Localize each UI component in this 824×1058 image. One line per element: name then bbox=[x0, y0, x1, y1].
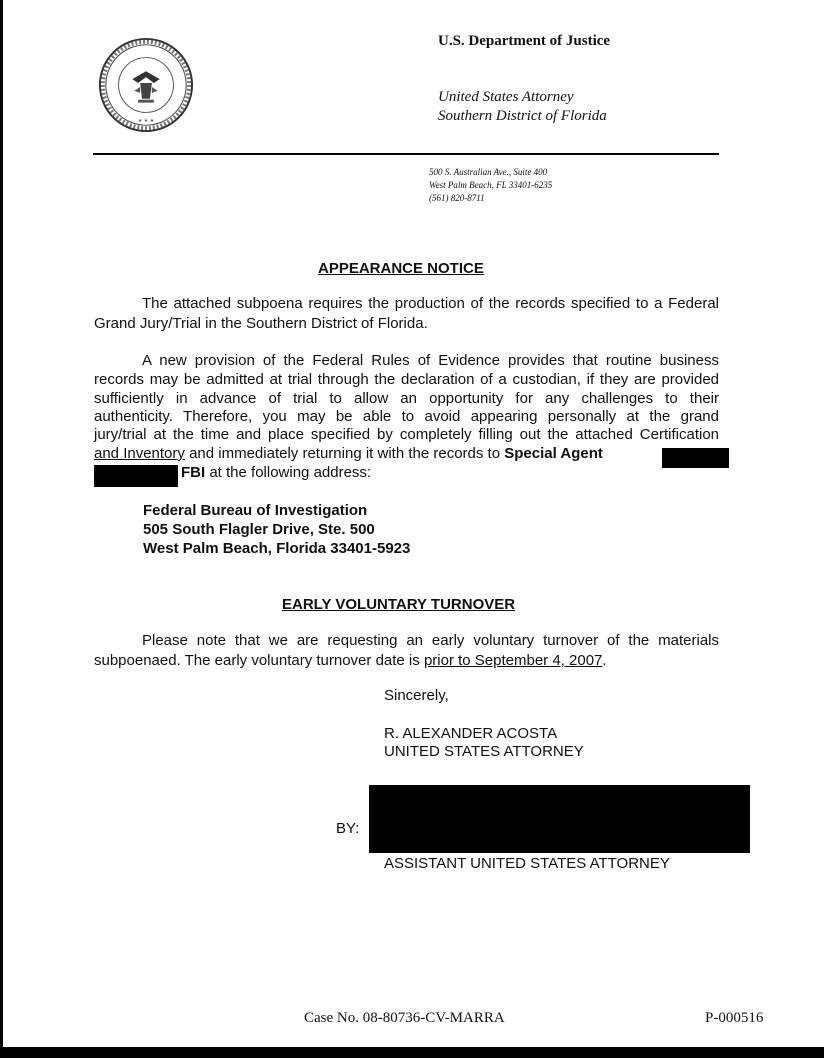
paragraph-1-line-1: The attached subpoena requires the production of the records specified to a Federal bbox=[142, 295, 719, 312]
fbi-address-line-2: 505 South Flagler Drive, Ste. 500 bbox=[143, 521, 375, 538]
redaction-agent-name-continued bbox=[94, 465, 178, 487]
returning-records-text: and immediately returning it with the records to bbox=[184, 445, 505, 462]
early-turnover-heading: EARLY VOLUNTARY TURNOVER bbox=[282, 596, 516, 613]
office-phone: (561) 820-8711 bbox=[429, 193, 485, 203]
redaction-agent-name bbox=[662, 448, 729, 468]
closing-title: UNITED STATES ATTORNEY bbox=[384, 743, 584, 760]
office-district: Southern District of Florida bbox=[438, 108, 607, 124]
scan-bottom-border bbox=[0, 1047, 824, 1058]
paragraph-2-line-6 bbox=[94, 445, 603, 462]
office-address-city: West Palm Beach, FL 33401-6235 bbox=[429, 180, 553, 190]
signer-title: ASSISTANT UNITED STATES ATTORNEY bbox=[384, 855, 670, 872]
paragraph-1-line-2: Grand Jury/Trial in the Southern District of Florida. bbox=[94, 315, 428, 332]
following-address-text: at the following address: bbox=[205, 464, 372, 481]
turnover-date-intro: subpoenaed. The early voluntary turnover date is bbox=[94, 652, 424, 669]
turnover-period: . bbox=[602, 652, 607, 669]
certification-inventory-text: and Inventory bbox=[94, 445, 185, 462]
office-address-street: 500 S. Australian Ave., Suite 400 bbox=[429, 167, 548, 177]
turnover-line-2 bbox=[94, 652, 607, 669]
redaction-signature bbox=[369, 785, 750, 853]
doj-seal-icon bbox=[97, 36, 195, 134]
paragraph-2-line-4: authenticity. Therefore, you may be able to avoid appearing personally at the grand bbox=[94, 408, 719, 425]
office-name: United States Attorney bbox=[438, 89, 574, 105]
turnover-line-1: Please note that we are requesting an early voluntary turnover of the materials bbox=[142, 632, 719, 649]
fbi-address-line-3: West Palm Beach, Florida 33401-5923 bbox=[143, 540, 411, 557]
closing-sincerely: Sincerely, bbox=[384, 687, 449, 704]
paragraph-2-line-7 bbox=[181, 464, 371, 481]
fbi-text: FBI bbox=[181, 464, 206, 481]
special-agent-text: Special Agent bbox=[504, 445, 603, 462]
scan-left-border bbox=[0, 0, 3, 1058]
turnover-date: prior to September 4, 2007 bbox=[423, 652, 603, 669]
letterhead-divider bbox=[93, 153, 719, 155]
paragraph-2-line-2: records may be admitted at trial through the declaration of a custodian, if they are provided bbox=[94, 371, 719, 388]
department-name: U.S. Department of Justice bbox=[438, 33, 611, 49]
appearance-notice-heading: APPEARANCE NOTICE bbox=[318, 260, 484, 277]
fbi-address-line-1: Federal Bureau of Investigation bbox=[143, 502, 368, 519]
paragraph-2-line-1: A new provision of the Federal Rules of Evidence provides that routine business bbox=[142, 352, 719, 369]
page-id: P-000516 bbox=[705, 1010, 764, 1026]
svg-text:★ ★ ★: ★ ★ ★ bbox=[137, 118, 155, 125]
by-label: BY: bbox=[336, 820, 360, 837]
case-number: Case No. 08-80736-CV-MARRA bbox=[304, 1010, 505, 1026]
closing-name: R. ALEXANDER ACOSTA bbox=[384, 725, 558, 742]
paragraph-2-line-5: jury/trial at the time and place specified by completely filling out the attached Certification bbox=[94, 426, 719, 443]
paragraph-2-line-3: sufficiently in advance of trial to allow an opportunity for any challenges to their bbox=[94, 390, 719, 407]
